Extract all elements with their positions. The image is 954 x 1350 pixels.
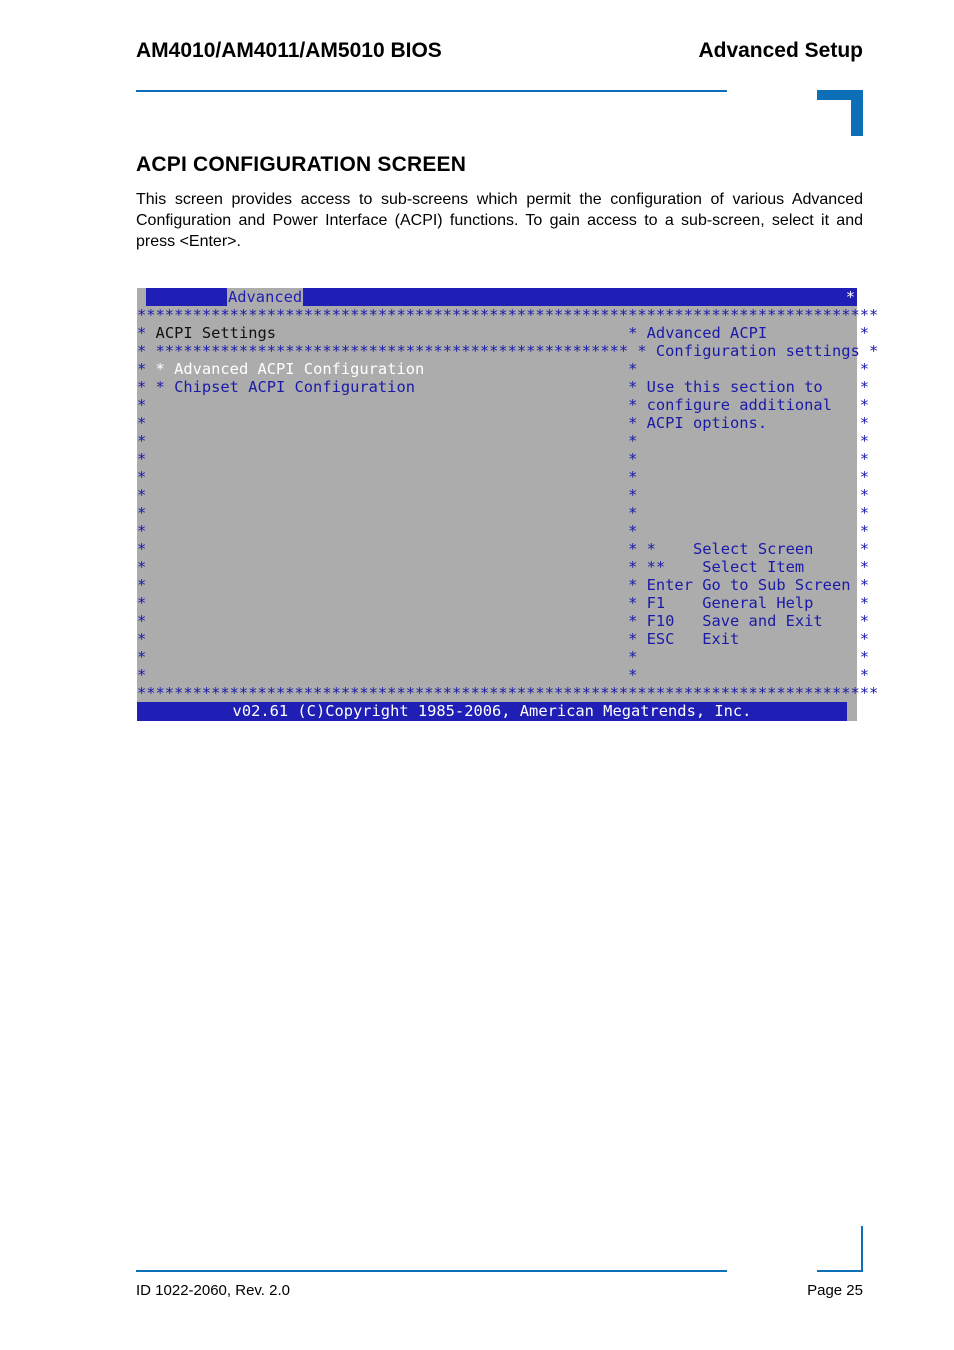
bios-row: * * ** Select Item * bbox=[137, 558, 870, 576]
bios-row: * ACPI Settings * Advanced ACPI * bbox=[137, 324, 870, 342]
intro-paragraph: This screen provides access to sub-screens which permit the configuration of various Advanced Configuration and Power Interface (ACPI) functions. To gain access to a sub-screen, select it and press <Enter>. bbox=[136, 191, 863, 250]
bios-row: * *************************************************** * Configuration settings * bbox=[137, 342, 879, 360]
bios-row: * * * bbox=[137, 648, 870, 666]
bios-row: * * * bbox=[137, 486, 870, 504]
bios-row: * * * bbox=[137, 504, 870, 522]
bios-row: * * * bbox=[137, 522, 870, 540]
tab-advanced[interactable]: Advanced bbox=[228, 288, 303, 306]
bios-row: * * * bbox=[137, 432, 870, 450]
corner-bracket-top bbox=[817, 90, 863, 136]
bios-row: * * configure additional * bbox=[137, 396, 870, 414]
title-bar-star: * bbox=[845, 288, 855, 306]
bios-row: * * F10 Save and Exit * bbox=[137, 612, 870, 630]
bios-row: * * Enter Go to Sub Screen * bbox=[137, 576, 870, 594]
corner-bracket-bottom bbox=[817, 1226, 863, 1272]
bios-row: * * ESC Exit * bbox=[137, 630, 870, 648]
bios-row: ******************************************************************************** bbox=[137, 306, 879, 324]
bios-row: * * * bbox=[137, 450, 870, 468]
document-title: AM4010/AM4011/AM5010 BIOS bbox=[136, 39, 442, 62]
bios-row: * * ACPI options. * bbox=[137, 414, 870, 432]
section-heading: ACPI CONFIGURATION SCREEN bbox=[136, 153, 467, 176]
bios-row: * * F1 General Help * bbox=[137, 594, 870, 612]
bios-screenshot bbox=[137, 288, 879, 721]
bios-row: * * * bbox=[137, 666, 870, 684]
page-number: Page 25 bbox=[807, 1282, 863, 1299]
bios-row: ******************************************************************************** bbox=[137, 684, 879, 702]
bios-row: * * * Select Screen * bbox=[137, 540, 870, 558]
bios-row[interactable]: * * Advanced ACPI Configuration * * bbox=[137, 360, 870, 378]
bios-content bbox=[137, 306, 878, 702]
bios-copyright-bar: v02.61 (C)Copyright 1985-2006, American Megatrends, Inc. bbox=[137, 702, 847, 721]
header-rule bbox=[136, 90, 727, 92]
bios-row[interactable]: * * Chipset ACPI Configuration * Use this section to * bbox=[137, 378, 870, 396]
bios-row: * * * bbox=[137, 468, 870, 486]
chapter-title: Advanced Setup bbox=[698, 39, 863, 62]
footer-rule bbox=[136, 1270, 727, 1272]
document-id: ID 1022-2060, Rev. 2.0 bbox=[136, 1282, 290, 1299]
